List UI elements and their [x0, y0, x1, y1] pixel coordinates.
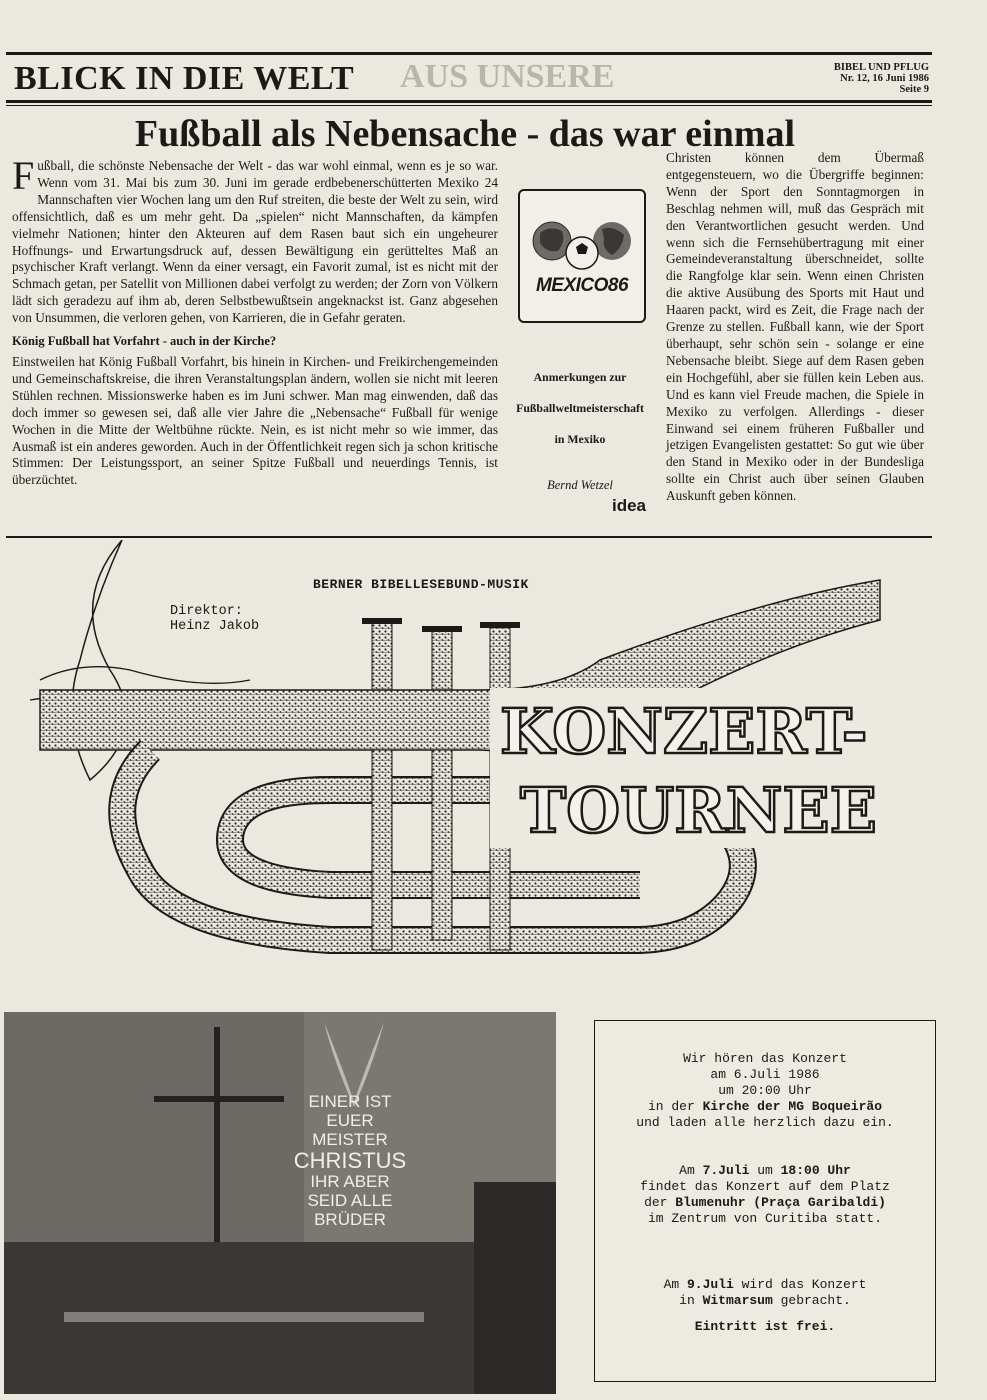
drop-cap: F	[12, 153, 35, 198]
flyer-title-line-1: KONZERT-	[500, 695, 868, 768]
director-name: Heinz Jakob	[170, 619, 260, 634]
info-line-10	[595, 1277, 935, 1293]
trumpet-flame-illustration	[0, 540, 940, 1010]
banner-line-6: BRÜDER	[314, 1210, 386, 1229]
info-line-10-c: wird das Konzert	[733, 1277, 867, 1292]
banner-line-2: EUER MEISTER	[312, 1111, 388, 1149]
note-line-1: Anmerkungen zur	[533, 370, 627, 384]
issue-date: Nr. 12, 16 Juni 1986	[840, 73, 929, 84]
article-right-column	[666, 150, 924, 505]
info-line-8	[595, 1195, 935, 1211]
author-byline: Bernd Wetzel	[547, 478, 613, 492]
info-line-11	[595, 1293, 935, 1309]
time-2: 18:00 Uhr	[780, 1163, 851, 1178]
info-line-10-a: Am	[663, 1277, 687, 1292]
note-line-3: in Mexiko	[554, 432, 606, 446]
venue-3: Witmarsum	[702, 1293, 773, 1308]
article-left-column	[12, 153, 498, 489]
band-name: BERNER BIBELLESEBUND-MUSIK	[313, 577, 529, 592]
bleed-through-title: AUS UNSERE	[400, 58, 615, 95]
logo-text: MEXICO86	[535, 275, 629, 296]
info-line-7: findet das Konzert auf dem Platz	[640, 1179, 890, 1194]
right-column-text: Christen können dem Übermaß entgegensteuern, wo die Übergriffe beginnen: Wenn der Sport den Sonntagmorgen in Beschlag nehmen will, muß das Gespräch mit den Verantwortlichen gesucht werden. Und wenn sich die Fernsehübertragung mit einer Gemeindeveranstaltung überschneidet, sollte die Rangfolge klar sein. Wenn einen Christen die aktive Ausübung des Sports mit Haut und Haaren packt, wird es Zeit, die Frage nach der Grenze zu stellen. Fußball kann, wie der Sport überhaupt, sehr schön sein - solange er eine Nebensache bleibt. Siege auf dem Rasen geben ein Hochgefühl, aber sie füllen kein Leben aus. Und es kann viel Freude machen, die Spiele in Mexiko zu verfolgen. Allerdings - dieser Einwand sei einem früheren Fußballer und jetzigen Evangelisten gestattet: So gut wie über den Stand in Mexiko oder in der Bundesliga sollte ein Christ auch über seinen Glauben Auskunft geben können.	[666, 150, 924, 504]
note-line-2: Fußballweltmeisterschaft	[516, 401, 644, 415]
lead-text: ußball, die schönste Nebensache der Welt - das war wohl einmal, wenn es je so war. Wenn vom 31. Mai bis zum 30. Juni im gerade erdbebenerschütterten Mexiko 24 Mannschaften vier Wochen lang um den Ruf streiten, die beste der Welt zu sein, wird offensichtlich, daß es um mehr geht. Da „spielen“ nicht Mannschaften, da kämpfen vielmehr Nationen; hinter den Akteuren auf dem Rasen baut sich ein ungeheurer Hoffnungs- und Erwartungsdruck auf, dessen Bewältigung ein gerütteltes Maß an psychischer Kraft verlangt. Wenn da einer versagt, ein Favorit zumal, ist es nicht mit der Schmach getan, per Satellit von Millionen dabei verfolgt zu werden; der Zorn von Völkern lädt sich geradezu auf ihm ab, deren Selbstbewußtsein angeknackst ist. Ganz abgesehen von Unsummen, die verloren gehen, von Karrieren, die in Gefahr geraten.	[12, 158, 498, 326]
info-line-6-a: Am	[679, 1163, 703, 1178]
header-rule-thin	[6, 105, 932, 106]
publication-name: BIBEL UND PFLUG	[833, 62, 929, 73]
top-rule	[6, 52, 932, 55]
venue-1: Kirche der MG Boqueirão	[702, 1099, 883, 1114]
article-headline: Fußball als Nebensache - das war einmal	[134, 113, 796, 155]
info-line-5: und laden alle herzlich dazu ein.	[636, 1115, 894, 1130]
world-cup-emblem-icon	[520, 191, 644, 321]
concert-info-box	[594, 1020, 936, 1382]
info-line-2: am 6.Juli 1986	[710, 1067, 820, 1082]
section-divider	[6, 536, 932, 538]
masthead	[834, 62, 929, 95]
header-rule	[6, 100, 932, 103]
date-3: 9.Juli	[686, 1277, 734, 1292]
date-2: 7.Juli	[702, 1163, 750, 1178]
info-line-11-c: gebracht.	[772, 1293, 851, 1308]
section-title: BLICK IN DIE WELT	[14, 60, 355, 97]
church-band-photo-image	[4, 1012, 556, 1394]
admission-note	[595, 1319, 935, 1335]
info-line-6-c: um	[749, 1163, 781, 1178]
director-info	[170, 604, 259, 634]
article-note	[500, 362, 660, 455]
photo-banner	[290, 1092, 410, 1229]
banner-line-4: IHR ABER	[310, 1172, 390, 1191]
banner-line-5: SEID ALLE	[307, 1191, 393, 1210]
banner-line-1: EINER IST	[308, 1092, 392, 1111]
admission-text: Eintritt ist frei.	[694, 1319, 836, 1334]
info-line-4	[595, 1099, 935, 1115]
info-line-4-prefix: in der	[647, 1099, 703, 1114]
info-line-1: Wir hören das Konzert	[683, 1051, 847, 1066]
subheading: König Fußball hat Vorfahrt - auch in der Kirche?	[12, 334, 277, 349]
director-label: Direktor:	[170, 604, 243, 619]
venue-2: Blumenuhr (Praça Garibaldi)	[675, 1195, 886, 1210]
info-line-6	[595, 1163, 935, 1179]
info-line-11-a: in	[679, 1293, 703, 1308]
info-line-3: um 20:00 Uhr	[718, 1083, 812, 1098]
body-paragraph: Einstweilen hat König Fußball Vorfahrt, bis hinein in Kirchen- und Freikirchengemeinden und Gemeinschaftskreise, die ihren Veranstaltungsplan ändern, wollen sie nicht mit leeren Stühlen rechnen. Missionswerke haben es im Juni schwer. Man mag einwenden, daß das doch immer so gewesen sei, daß alle vier Jahre die „Nebensache“ Fußball für wenige Wochen in die Mitte der Weltbühne rückte. Nein, es ist nicht mehr so wie immer, das Ausmaß ist ein anderes geworden. Auch in der Öffentlichkeit regen sich ja schon kritische Stimmen: Der Leistungssport, an seiner Spitze Fußball und neuerdings Tennis, ist überzüchtet.	[12, 353, 498, 488]
mexico86-logo	[518, 189, 646, 323]
band-photo	[4, 1012, 556, 1394]
page-number: Seite 9	[899, 84, 929, 95]
source-credit: idea	[612, 496, 647, 515]
banner-line-3: CHRISTUS	[293, 1148, 407, 1173]
flyer-title-line-2: TOURNEE	[520, 774, 877, 847]
info-line-9: im Zentrum von Curitiba statt.	[647, 1211, 883, 1226]
lead-paragraph	[12, 153, 498, 327]
info-line-8-a: der	[644, 1195, 676, 1210]
